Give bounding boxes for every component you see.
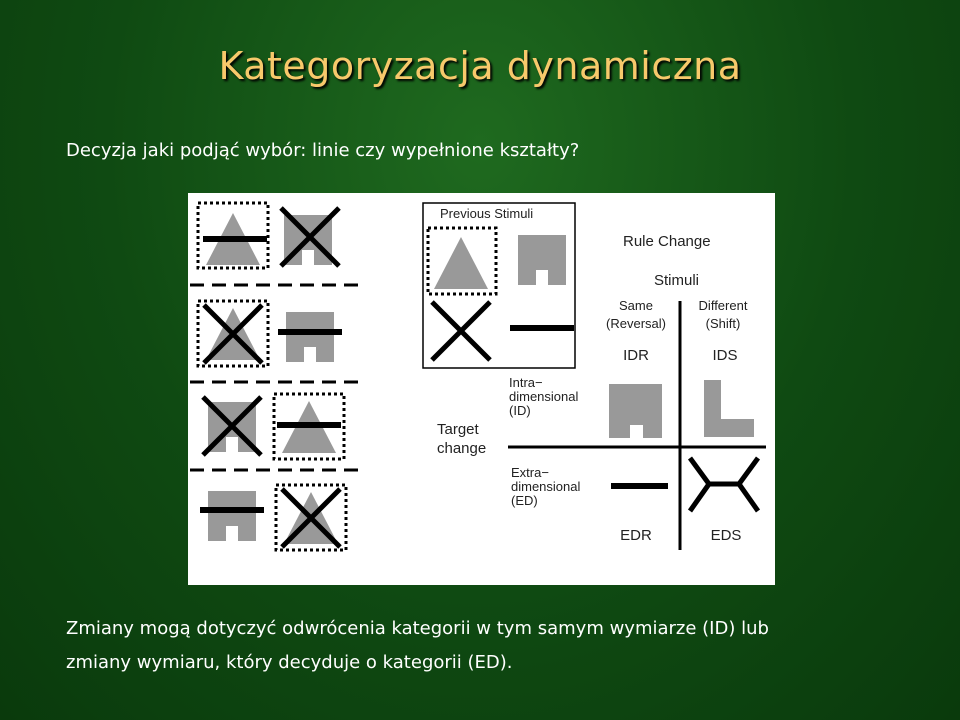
stimuli-label: Stimuli [654,272,700,289]
diagram-figure [188,193,775,585]
extra-label-1: Extra− [511,465,549,480]
intra-label-1: Intra− [509,375,543,390]
same-label: Same [619,298,653,313]
page-title: Kategoryzacja dynamiczna [218,44,742,88]
trial-1 [198,203,339,268]
house-shape [208,491,256,541]
previous-stimuli-label: Previous Stimuli [440,206,534,221]
eds-label: EDS [710,527,742,544]
caption-line-1: Zmiany mogą dotyczyć odwrócenia kategorii w tym samym wymiarze (ID) lub [66,618,769,639]
different-label: Different [698,298,748,313]
extra-label-2: dimensional [511,479,581,494]
extra-label-3: (ED) [511,493,538,508]
trial-4 [200,485,346,550]
reversal-label: (Reversal) [606,316,666,331]
idr-label: IDR [623,347,649,364]
caption-line-2: zmiany wymiaru, który decyduje o kategorii (ED). [66,652,513,673]
trial-3 [203,394,344,459]
triangle-shape [434,237,488,289]
target-label-1: Target [437,421,479,438]
previous-stimuli-box [423,203,575,368]
question-text: Decyzja jaki podjąć wybór: linie czy wypełnione kształty? [66,140,580,161]
caption [66,612,906,680]
rule-change-label: Rule Change [623,233,711,250]
house-shape [518,235,566,285]
edr-label: EDR [620,527,652,544]
ids-l-shape [704,380,754,437]
target-label-2: change [437,440,487,457]
shift-label: (Shift) [705,316,741,331]
trial-2 [198,301,342,366]
eds-double-fork-shape [690,458,758,511]
house-shape [286,312,334,362]
idr-house-shape [609,384,662,438]
ids-label: IDS [712,347,738,364]
intra-label-3: (ID) [509,403,531,418]
x-shape [432,302,490,360]
intra-label-2: dimensional [509,389,579,404]
